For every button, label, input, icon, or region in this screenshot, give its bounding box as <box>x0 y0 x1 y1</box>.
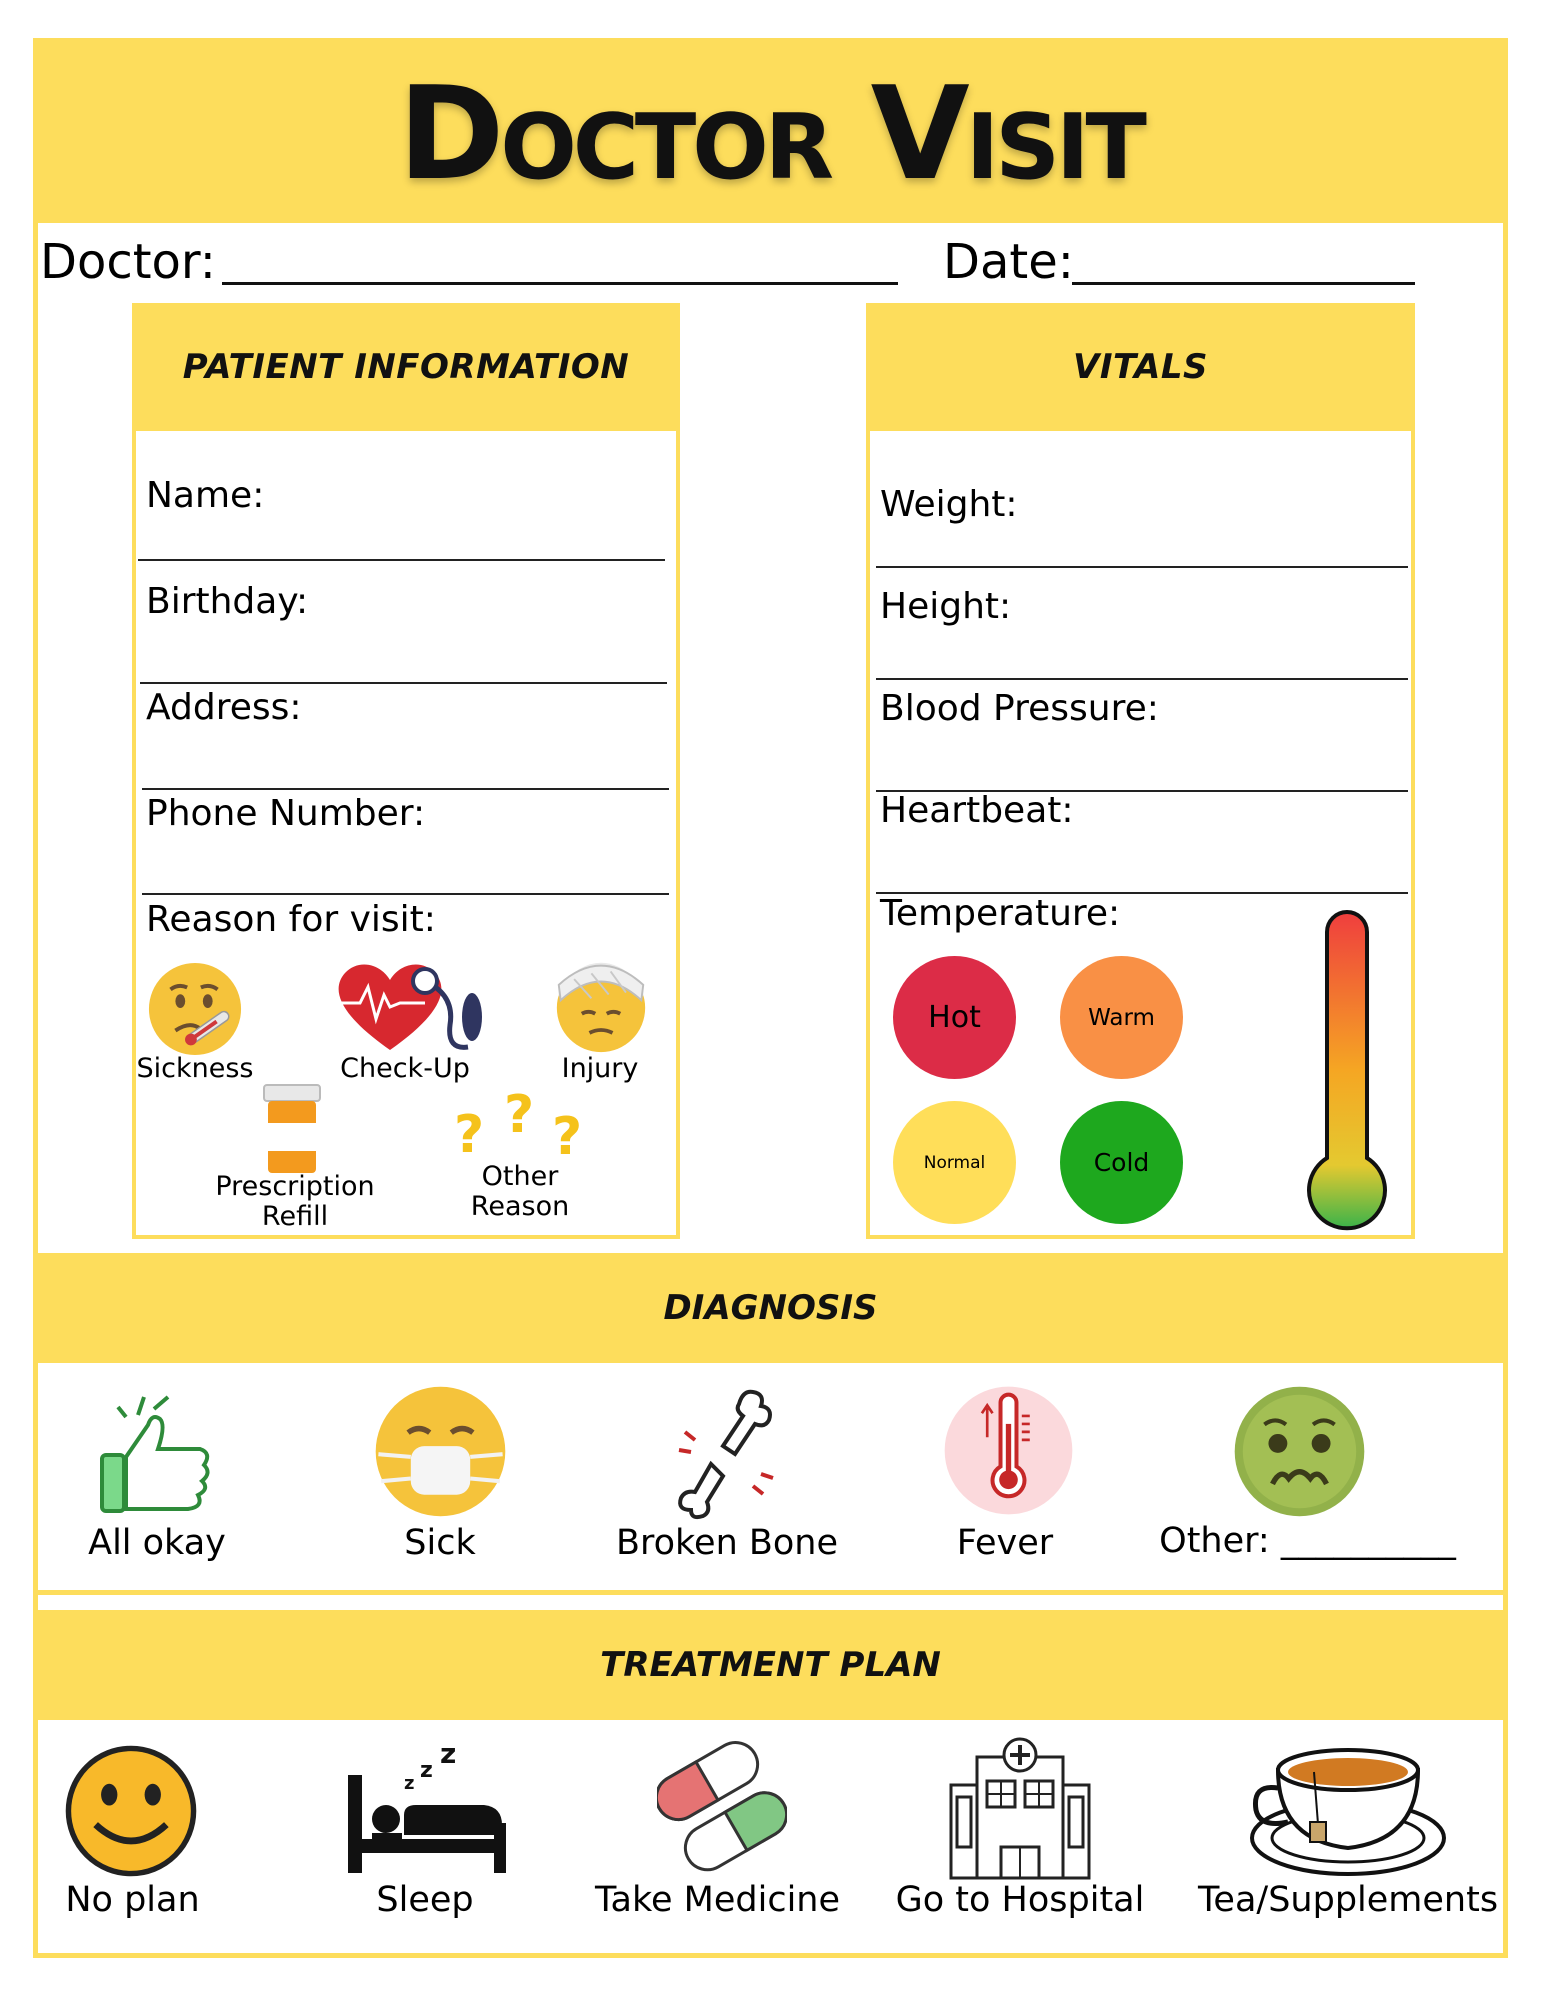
reason-checkup-label: Check-Up <box>340 1053 470 1084</box>
diagnosis-divider <box>33 1590 1508 1595</box>
bed-sleep-icon[interactable] <box>344 1735 509 1873</box>
birthday-field[interactable] <box>140 682 667 684</box>
doctor-label: Doctor: <box>40 234 216 290</box>
svg-text:z: z <box>404 1773 415 1794</box>
reason-label: Reason for visit: <box>146 899 436 940</box>
patient-info-panel <box>132 303 680 1239</box>
diagnosis-broken-bone-label: Broken Bone <box>615 1523 839 1563</box>
diagnosis-other-label: Other: __________ <box>1159 1521 1456 1561</box>
bandaged-head-face-icon[interactable] <box>553 958 649 1054</box>
temp-hot-option[interactable] <box>893 956 1016 1079</box>
blood-pressure-label: Blood Pressure: <box>880 688 1159 729</box>
patient-info-heading: PATIENT INFORMATION <box>132 303 680 431</box>
treatment-sleep-label: Sleep <box>376 1880 474 1920</box>
temp-warm-label: Warm <box>1088 1004 1155 1031</box>
diagnosis-fever-label: Fever <box>956 1523 1054 1563</box>
svg-text:?: ? <box>454 1105 485 1160</box>
reason-prescription-label: Prescription Refill <box>215 1171 375 1232</box>
height-field[interactable] <box>876 678 1408 680</box>
temp-normal-label: Normal <box>923 1152 986 1173</box>
thermometer-gauge-icon <box>1305 910 1389 1232</box>
capsules-icon[interactable] <box>657 1737 787 1877</box>
temp-cold-label: Cold <box>1093 1148 1150 1177</box>
tea-cup-icon[interactable] <box>1248 1740 1448 1880</box>
name-field[interactable] <box>138 559 665 561</box>
temp-warm-option[interactable] <box>1060 956 1183 1079</box>
birthday-label: Birthday: <box>146 581 309 622</box>
nauseated-face-icon[interactable] <box>1232 1384 1367 1519</box>
sick-thermometer-face-icon[interactable] <box>146 960 244 1058</box>
page-title: Doctor Visit <box>398 60 1143 209</box>
vitals-heading: VITALS <box>866 303 1415 431</box>
reason-injury-label: Injury <box>561 1053 639 1084</box>
diagnosis-heading: DIAGNOSIS <box>33 1253 1508 1363</box>
date-field[interactable] <box>1072 282 1415 285</box>
name-label: Name: <box>146 475 265 516</box>
phone-label: Phone Number: <box>146 793 426 834</box>
height-label: Height: <box>880 586 1012 627</box>
date-label: Date: <box>943 234 1074 290</box>
diagnosis-all-okay-label: All okay <box>88 1523 226 1563</box>
pill-bottle-icon[interactable] <box>262 1083 322 1175</box>
thermometer-icon[interactable] <box>942 1384 1075 1517</box>
mask-face-icon[interactable] <box>373 1384 508 1519</box>
broken-bone-icon[interactable] <box>665 1382 785 1522</box>
svg-text:?: ? <box>504 1090 535 1145</box>
address-field[interactable] <box>142 788 669 790</box>
heart-stethoscope-icon[interactable] <box>330 955 488 1055</box>
doctor-field[interactable] <box>222 282 898 285</box>
phone-field[interactable] <box>142 893 669 895</box>
hospital-icon[interactable] <box>945 1735 1095 1880</box>
svg-text:z: z <box>420 1758 433 1783</box>
question-marks-icon[interactable] <box>452 1090 592 1160</box>
temperature-label: Temperature: <box>880 893 1121 934</box>
treatment-tea-label: Tea/Supplements <box>1198 1880 1499 1920</box>
treatment-medicine-label: Take Medicine <box>594 1880 841 1920</box>
reason-other-label: Other Reason <box>470 1161 570 1222</box>
address-label: Address: <box>146 687 302 728</box>
temp-hot-label: Hot <box>928 1000 981 1035</box>
temp-cold-option[interactable] <box>1060 1101 1183 1224</box>
smiley-face-icon[interactable] <box>63 1743 199 1879</box>
weight-label: Weight: <box>880 484 1018 525</box>
svg-text:?: ? <box>552 1107 583 1160</box>
treatment-hospital-label: Go to Hospital <box>895 1880 1145 1920</box>
treatment-heading: TREATMENT PLAN <box>33 1610 1508 1720</box>
heartbeat-label: Heartbeat: <box>880 790 1074 831</box>
weight-field[interactable] <box>876 566 1408 568</box>
treatment-no-plan-label: No plan <box>65 1880 200 1920</box>
temp-normal-option[interactable] <box>893 1101 1016 1224</box>
reason-sickness-label: Sickness <box>136 1053 254 1084</box>
svg-text:z: z <box>440 1737 457 1770</box>
diagnosis-sick-label: Sick <box>404 1523 476 1563</box>
thumbs-up-icon[interactable] <box>96 1385 216 1515</box>
